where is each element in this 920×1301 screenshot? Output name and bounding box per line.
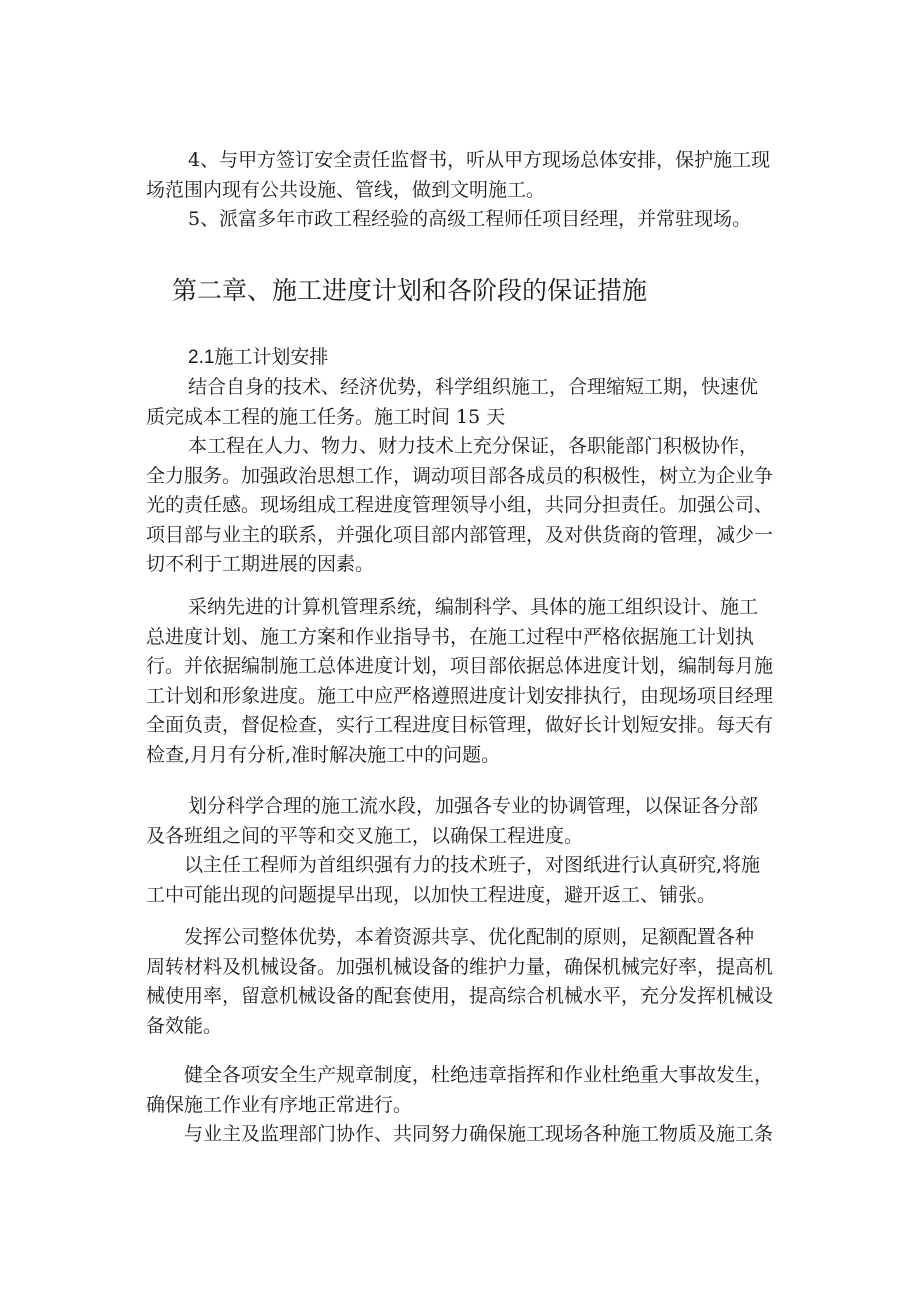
text-line: 场范围内现有公共设施、管线，做到文明施工。 (146, 178, 546, 201)
paragraph-item-4 (146, 146, 826, 205)
paragraph-item-5 (146, 205, 826, 235)
text-line: 总进度计划、施工方案和作业指导书，在施工过程中严格依据施工计划执 (146, 625, 755, 648)
text-line: 本工程在人力、物力、财力技术上充分保证，各职能部门积极协作， (188, 435, 759, 457)
text-line: 检查,月月有分析,准时解决施工中的问题。 (146, 743, 501, 766)
paragraph-flow-sections (146, 792, 826, 851)
paragraph-schedule-advantage (146, 373, 826, 432)
text-line: 项目部与业主的联系，并强化项目部内部管理，及对供货商的管理，减少一 (146, 523, 774, 546)
paragraph-management-system (146, 593, 826, 770)
text-line: 工计划和形象进度。施工中应严格遵照进度计划安排执行，由现场项目经理 (146, 684, 774, 707)
text-line: 4、与甲方签订安全责任监督书，听从甲方现场总体安排，保护施工现 (188, 149, 771, 171)
text-line: 确保施工作业有序地正常进行。 (146, 1093, 413, 1116)
text-line: 全力服务。加强政治思想工作，调动项目部各成员的积极性，树立为企业争 (146, 464, 774, 487)
text-line: 发挥公司整体优势，本着资源共享、优化配制的原则，足额配置各种 (184, 926, 755, 948)
text-line: 5、派富多年市政工程经验的高级工程师任项目经理，并常驻现场。 (188, 208, 752, 230)
text-line: 行。并依据编制施工总体进度计划，项目部依据总体进度计划，编制每月施 (146, 655, 774, 677)
paragraph-safety (146, 1061, 826, 1120)
text-line: 采纳先进的计算机管理系统，编制科学、具体的施工组织设计、施工 (188, 596, 759, 618)
section-number: 2.1 (188, 347, 215, 368)
text-line: 备效能。 (146, 1014, 223, 1037)
text-line: 工中可能出现的问题提早出现，以加快工程进度，避开返工、铺张。 (146, 883, 717, 906)
paragraph-cooperation (146, 1120, 826, 1150)
text-line: 周转材料及机械设备。加强机械设备的维护力量，确保机械完好率，提高机 (146, 955, 774, 978)
paragraph-resources (146, 432, 826, 580)
chapter-title: 第二章、施工进度计划和各阶段的保证措施 (172, 276, 648, 305)
text-line: 光的责任感。现场组成工程进度管理领导小组，共同分担责任。加强公司、 (146, 494, 774, 516)
text-line: 械使用率，留意机械设备的配套使用，提高综合机械水平，充分发挥机械设 (146, 985, 774, 1007)
text-line: 及各班组之间的平等和交叉施工，以确保工程进度。 (146, 824, 584, 847)
text-line: 结合自身的技术、经济优势，科学组织施工，合理缩短工期，快速优 (188, 376, 759, 398)
section-title: 施工计划安排 (214, 346, 329, 368)
section-heading (188, 343, 328, 372)
text-line: 全面负责，督促检查，实行工程进度目标管理，做好长计划短安排。每天有 (146, 714, 774, 736)
text-line: 切不利于工期进展的因素。 (146, 553, 375, 575)
text-line: 划分科学合理的施工流水段，加强各专业的协调管理，以保证各分部 (188, 795, 759, 817)
text-line: 质完成本工程的施工任务。施工时间 15 天 (146, 405, 506, 428)
text-line: 健全各项安全生产规章制度，杜绝违章指挥和作业杜绝重大事故发生， (184, 1064, 774, 1086)
paragraph-technical-team (146, 851, 826, 910)
text-line: 以主任工程师为首组织强有力的技术班子，对图纸进行认真研究,将施 (184, 854, 761, 876)
text-line: 与业主及监理部门协作、共同努力确保施工现场各种施工物质及施工条 (184, 1123, 774, 1145)
paragraph-equipment (146, 923, 826, 1041)
